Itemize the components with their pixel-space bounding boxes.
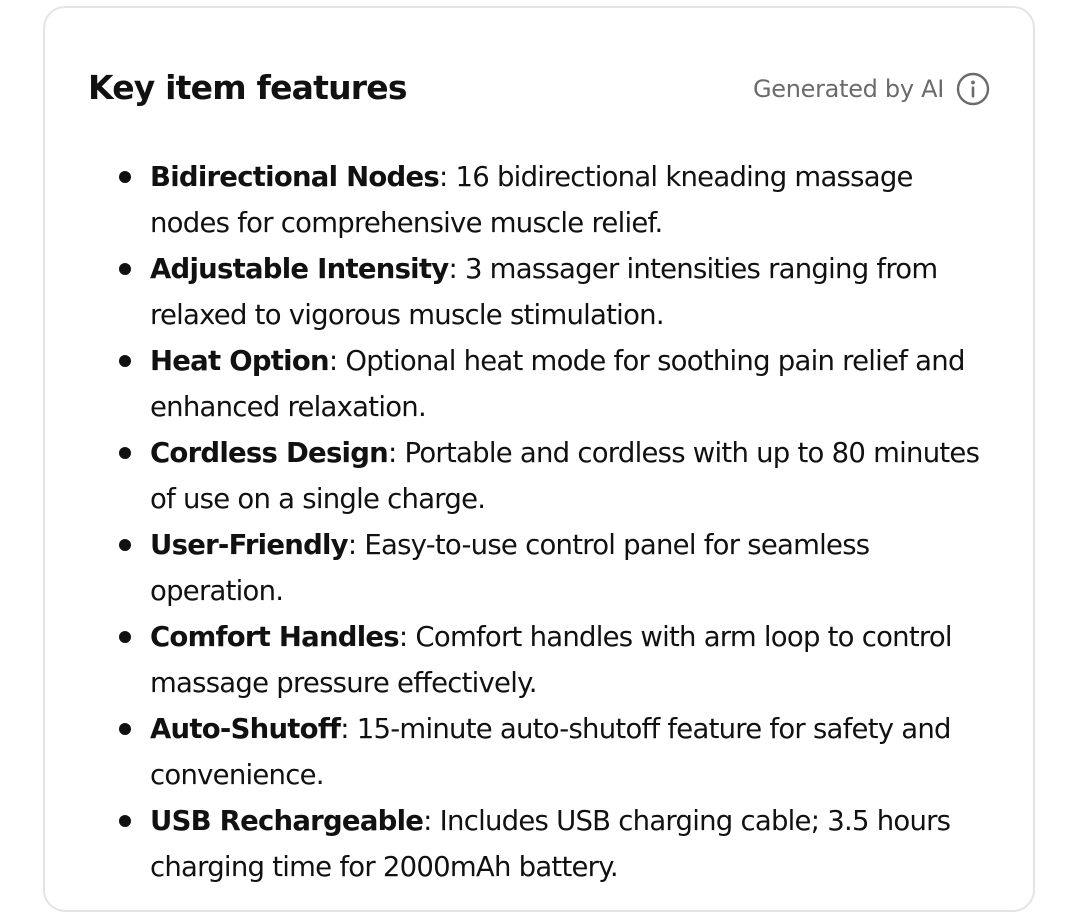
feature-item <box>115 706 985 798</box>
bullet-dot <box>119 815 131 827</box>
feature-description: : 3 massager intensities ranging from relaxed to vigorous muscle stimulation. <box>150 253 938 331</box>
card-header <box>88 66 990 116</box>
feature-name: Cordless Design <box>150 437 388 469</box>
bullet-dot <box>119 447 131 459</box>
feature-item <box>115 614 985 706</box>
feature-description: : Optional heat mode for soothing pain relief and enhanced relaxation. <box>150 345 965 423</box>
feature-item <box>115 338 985 430</box>
feature-description: : Easy-to-use control panel for seamless operation. <box>150 529 870 607</box>
info-circle-icon[interactable] <box>956 72 990 106</box>
feature-item <box>115 154 985 246</box>
feature-description: : Comfort handles with arm loop to control massage pressure effectively. <box>150 621 952 699</box>
bullet-dot <box>119 723 131 735</box>
feature-name: User-Friendly <box>150 529 348 561</box>
bullet-dot <box>119 263 131 275</box>
feature-name: Adjustable Intensity <box>150 253 449 285</box>
card-title: Key item features <box>88 68 407 107</box>
feature-name: Comfort Handles <box>150 621 399 653</box>
key-features-card <box>43 6 1035 912</box>
feature-description: : Includes USB charging cable; 3.5 hours charging time for 2000mAh battery. <box>150 805 951 883</box>
feature-description: : 15-minute auto-shutoff feature for safety and convenience. <box>150 713 951 791</box>
feature-item <box>115 522 985 614</box>
bullet-dot <box>119 355 131 367</box>
feature-item <box>115 798 985 890</box>
feature-item <box>115 430 985 522</box>
feature-name: Heat Option <box>150 345 329 377</box>
feature-item <box>115 246 985 338</box>
feature-name: Auto-Shutoff <box>150 713 341 745</box>
feature-description: : Portable and cordless with up to 80 minutes of use on a single charge. <box>150 437 980 515</box>
generated-by-ai-badge[interactable] <box>753 72 990 106</box>
bullet-dot <box>119 539 131 551</box>
features-list <box>115 154 985 890</box>
bullet-dot <box>119 171 131 183</box>
feature-description: : 16 bidirectional kneading massage nodes for comprehensive muscle relief. <box>150 161 913 239</box>
bullet-dot <box>119 631 131 643</box>
feature-name: Bidirectional Nodes <box>150 161 439 193</box>
generated-by-ai-label: Generated by AI <box>752 75 944 103</box>
feature-name: USB Rechargeable <box>150 805 424 837</box>
